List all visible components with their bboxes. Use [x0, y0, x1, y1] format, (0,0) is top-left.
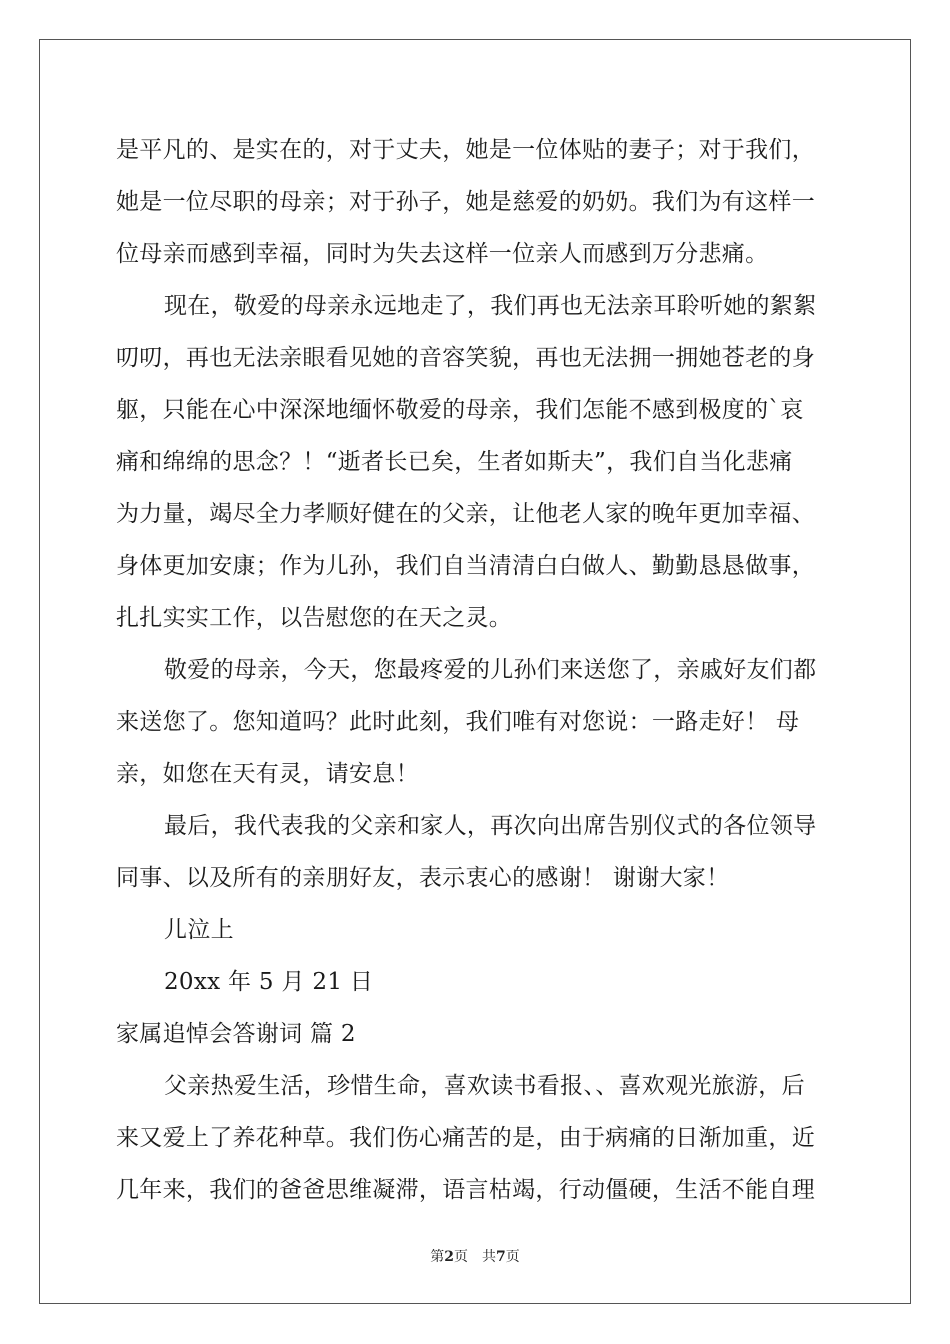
page-suffix: 页	[505, 1249, 520, 1265]
text-line: 位母亲而感到幸福，同时为失去这样一位亲人而感到万分悲痛。	[116, 241, 769, 267]
page-total: 7	[496, 1249, 506, 1265]
text-line: 现在，敬爱的母亲永远地走了，我们再也无法亲耳聆听她的絮絮	[164, 293, 817, 319]
text-line: 来送您了。您知道吗？此时此刻，我们唯有对您说：一路走好！ 母	[116, 709, 800, 735]
text-line: 亲，如您在天有灵，请安息！	[116, 761, 419, 787]
date-line: 20xx 年 5 月 21 日	[164, 969, 374, 995]
text-line: 同事、以及所有的亲朋好友，表示衷心的感谢！ 谢谢大家！	[116, 865, 730, 891]
text-line: 敬爱的母亲，今天，您最疼爱的儿孙们来送您了，亲戚好友们都	[164, 657, 817, 683]
section-heading: 家属追悼会答谢词 篇 2	[116, 1021, 356, 1047]
signature-line: 儿泣上	[164, 917, 234, 943]
document-body	[116, 124, 836, 1216]
text-line: 是平凡的、是实在的，对于丈夫，她是一位体贴的妻子；对于我们，	[116, 137, 815, 163]
text-line: 身体更加安康；作为儿孙，我们自当清清白白做人、勤勤恳恳做事，	[116, 553, 815, 579]
text-line: 几年来，我们的爸爸思维凝滞，语言枯竭，行动僵硬，生活不能自理	[116, 1177, 815, 1203]
text-line: 叨叨，再也无法亲眼看见她的音容笑貌，再也无法拥一拥她苍老的身	[116, 345, 815, 371]
page-mid: 页 共	[454, 1249, 496, 1265]
text-line: 痛和绵绵的思念？！“逝者长已矣，生者如斯夫”，我们自当化悲痛	[116, 449, 793, 475]
text-line: 来又爱上了养花种草。我们伤心痛苦的是，由于病痛的日渐加重，近	[116, 1125, 815, 1151]
page-prefix: 第	[430, 1249, 445, 1265]
text-line: 她是一位尽职的母亲；对于孙子，她是慈爱的奶奶。我们为有这样一	[116, 189, 815, 215]
text-line: 扎扎实实工作，以告慰您的在天之灵。	[116, 605, 513, 631]
text-line: 父亲热爱生活，珍惜生命，喜欢读书看报、、喜欢观光旅游，后	[164, 1073, 805, 1099]
page-current: 2	[444, 1249, 454, 1265]
text-line: 为力量，竭尽全力孝顺好健在的父亲，让他老人家的晚年更加幸福、	[116, 501, 815, 527]
text-line: 躯，只能在心中深深地缅怀敬爱的母亲，我们怎能不感到极度的`哀	[116, 397, 804, 423]
page-footer	[0, 1246, 950, 1266]
text-line: 最后，我代表我的父亲和家人，再次向出席告别仪式的各位领导	[164, 813, 817, 839]
